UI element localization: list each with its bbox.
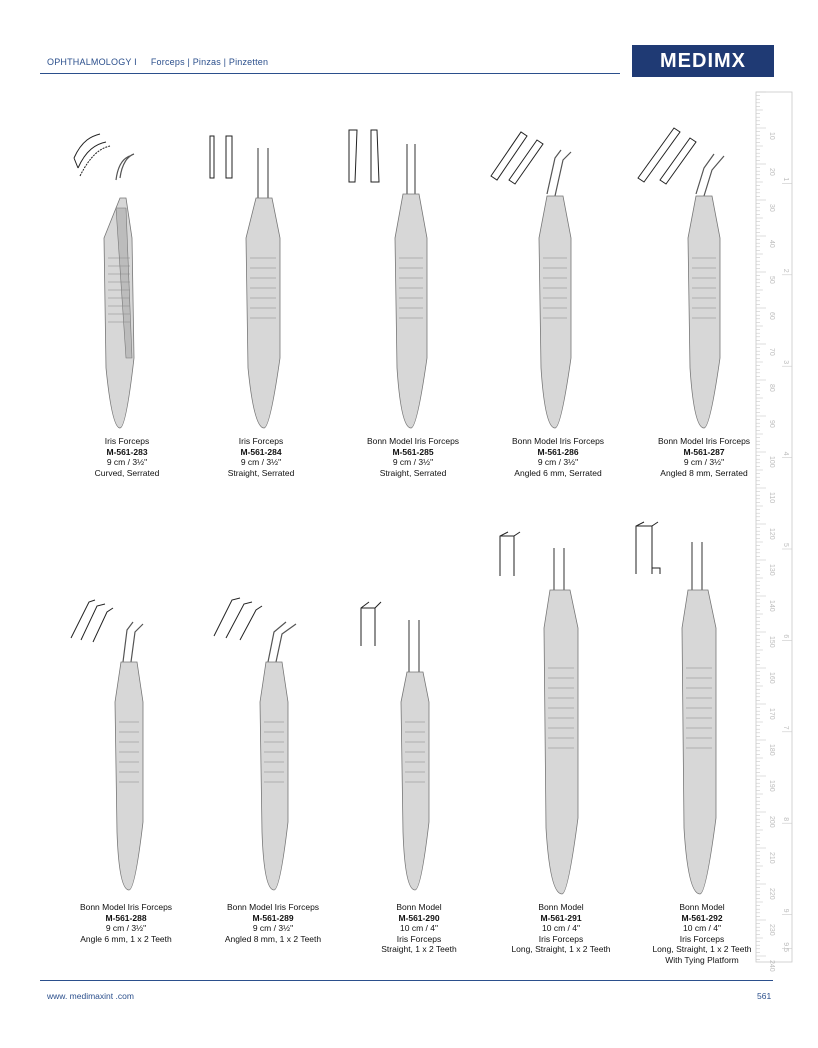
ruler-inch-label: 1 [782,177,789,182]
ruler-inch-label: 7 [782,725,789,730]
ruler-cm-label: 170 [768,708,775,720]
product-size: 9 cm / 3½" [537,457,579,467]
ruler-cm-label: 190 [768,780,775,792]
ruler-cm-label: 80 [768,384,775,392]
ruler-cm-label: 70 [768,348,775,356]
forceps-illustration-292 [630,518,740,894]
ruler-inch-label: 9 [782,908,789,913]
footer-url[interactable]: www. medimaxint .com [47,991,134,1001]
ruler-cm-label: 20 [768,168,775,176]
ruler-inch-label: 3 [782,360,789,365]
ruler-cm-label: 40 [768,240,775,248]
forceps-illustration-287 [630,124,740,428]
product-code: M-561-286 [537,446,579,457]
ruler-cm-label: 30 [768,204,775,212]
footer-divider [40,980,773,981]
product-desc: Straight, Serrated [227,467,295,478]
ruler-cm-label: 240 [768,960,775,972]
product-name: Bonn Model [538,902,584,912]
forceps-illustration-286 [485,124,585,428]
product-286 [488,436,628,478]
product-code: M-561-287 [683,446,725,457]
product-size: 9 cm / 3½" [392,457,434,467]
product-desc: Iris Forceps [396,933,442,944]
ruler-cm-label: 50 [768,276,775,284]
product-size: 9 cm / 3½" [240,457,282,467]
product-285 [343,436,483,478]
ruler-cm-label: 100 [768,456,775,468]
product-desc: Angled 8 mm, 1 x 2 Teeth [224,933,322,944]
product-desc: Iris Forceps [538,933,584,944]
forceps-illustration-290 [355,598,455,890]
product-284 [191,436,331,478]
product-code: M-561-285 [392,446,434,457]
ruler-cm-label: 120 [768,528,775,540]
product-extra: Straight, 1 x 2 Teeth [381,944,457,954]
ruler-cm-label: 10 [768,132,775,140]
product-code: M-561-283 [106,446,148,457]
product-desc: Iris Forceps [679,933,725,944]
product-extra2: With Tying Platform [665,954,739,965]
forceps-illustration-288 [65,590,165,890]
product-code: M-561-288 [105,912,147,923]
product-desc: Angle 6 mm, 1 x 2 Teeth [80,933,172,944]
product-name: Bonn Model Iris Forceps [657,436,751,446]
ruler-cm-label: 110 [768,492,775,504]
ruler-cm-label: 210 [768,852,775,864]
product-extra: Long, Straight, 1 x 2 Teeth [511,944,611,954]
product-size: 9 cm / 3½" [106,457,148,467]
product-name: Iris Forceps [104,436,150,446]
ruler-cm-label: 160 [768,672,775,684]
forceps-illustration-283 [60,128,160,428]
ruler-inch-label: 4 [782,451,789,456]
product-name: Bonn Model [679,902,725,912]
forceps-illustration-291 [492,528,602,894]
ruler-cm-label: 150 [768,636,775,648]
forceps-illustration-289 [210,590,310,890]
ruler-inch-label: 9.5 [782,942,789,953]
ruler-cm-label: 200 [768,816,775,828]
product-291 [491,902,631,955]
product-desc: Straight, Serrated [379,467,447,478]
product-name: Bonn Model Iris Forceps [79,902,173,912]
header-category [47,57,268,67]
ruler-cm-label: 180 [768,744,775,756]
product-name: Bonn Model Iris Forceps [366,436,460,446]
ruler-cm-label: 140 [768,600,775,612]
ruler-inch-label: 5 [782,543,789,547]
ruler-cm-label: 60 [768,312,775,320]
product-size: 10 cm / 4" [542,923,580,933]
category-label: OPHTHALMOLOGY I [47,57,137,67]
product-code: M-561-290 [398,912,440,923]
product-desc: Angled 6 mm, Serrated [514,467,602,478]
product-name: Iris Forceps [238,436,284,446]
brand-logo: MEDIMX [632,45,774,77]
product-size: 10 cm / 4" [400,923,438,933]
page-number: 561 [757,991,772,1001]
ruler-cm-label: 220 [768,888,775,900]
product-name: Bonn Model [396,902,442,912]
ruler-cm-label: 90 [768,420,775,428]
header-divider [40,73,620,74]
product-desc: Angled 8 mm, Serrated [660,467,748,478]
product-size: 9 cm / 3½" [105,923,147,933]
product-code: M-561-291 [540,912,582,923]
product-desc: Curved, Serrated [94,467,160,478]
forceps-illustration-284 [200,128,300,428]
product-name: Bonn Model Iris Forceps [511,436,605,446]
product-size: 9 cm / 3½" [252,923,294,933]
product-283 [57,436,197,478]
ruler-cm-label: 230 [768,924,775,936]
product-code: M-561-284 [240,446,282,457]
product-code: M-561-289 [252,912,294,923]
ruler-inch-label: 8 [782,817,789,822]
ruler-inch-label: 6 [782,634,789,639]
product-size: 9 cm / 3½" [683,457,725,467]
product-289 [203,902,343,944]
product-code: M-561-292 [681,912,723,923]
forceps-illustration-285 [345,124,445,428]
product-name: Bonn Model Iris Forceps [226,902,320,912]
product-290 [349,902,489,955]
product-288 [56,902,196,944]
section-label: Forceps | Pinzas | Pinzetten [150,57,269,67]
product-extra: Long, Straight, 1 x 2 Teeth [652,944,752,954]
product-287 [634,436,774,478]
ruler-cm-label: 130 [768,564,775,576]
product-292 [632,902,772,965]
product-size: 10 cm / 4" [683,923,721,933]
ruler-inch-label: 2 [782,268,789,273]
measurement-ruler [754,92,794,972]
